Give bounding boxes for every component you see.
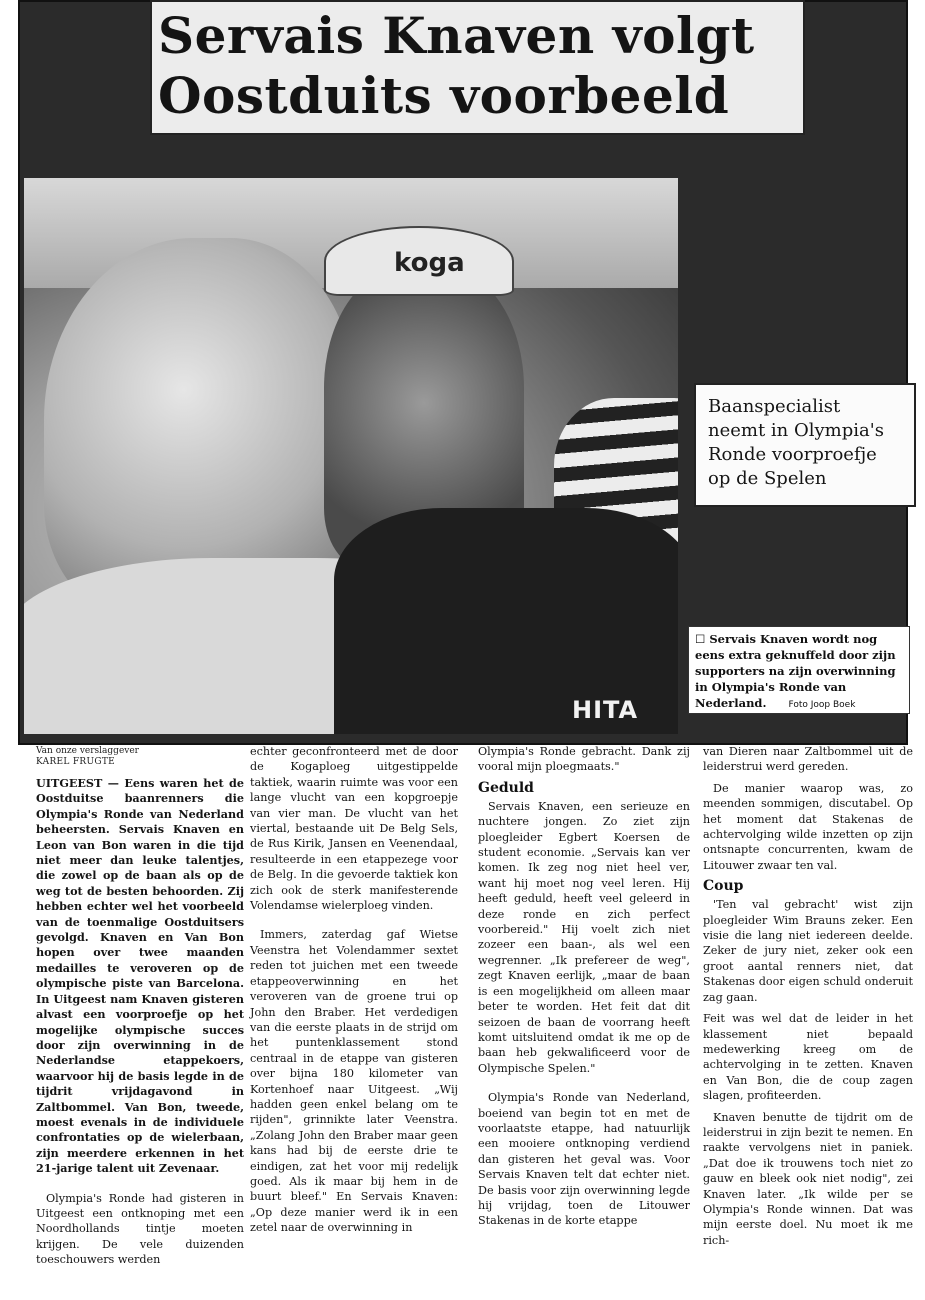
article-paragraph: Immers, zaterdag gaf Wietse Veenstra het Volendammer sextet reden tot juichen met een tweede etappeoverwinning en het veroveren van de groene trui op John den Braber. Het verdedigen van die eerste plaats in de strijd om het puntenklassement stond centraal in de etappe van gisteren over bijna 180 kilometer van Kortenhoef naar Uitgeest. „Wij hadden geen enkel belang om te rijden", grinnikte later Veenstra. „Zolang John den Braber maar geen kans had bij de eerste drie te eindigen, zat het voor mij redelijk goed. Als ik maar bij hem in de buurt bleef." En Servais Knaven: „Op deze manier werd ik in een zetel naar de overwinning in <box>250 928 458 1235</box>
cap-logo-text: koga <box>394 248 465 278</box>
article-paragraph: De manier waarop was, zo meenden sommigen, discutabel. Op het moment dat Stakenas de achtervolging wilde inzetten op zijn ontsnapte concurrenten, kwam de Litouwer zwaar ten val. <box>703 781 913 872</box>
subhead-line-3: Ronde voorproefje <box>708 444 877 465</box>
section-heading-geduld: Geduld <box>478 779 534 796</box>
headline-box <box>150 0 805 135</box>
article-paragraph: Olympia's Ronde van Nederland, boeiend van begin tot en met de voorlaatste etappe, had natuurlijk een mooiere ontknoping verdiend dan gisteren het geval was. Voor Servais Knaven telt dat echter niet. De basis voor zijn overwinning legde hij vrijdag, toen de Litouwer Stakenas in de korte etappe <box>478 1091 690 1228</box>
subhead-box <box>694 383 916 507</box>
subhead <box>708 395 904 491</box>
article-paragraph: 'Ten val gebracht' wist zijn ploegleider Wim Brauns zeker. Een visie die lang niet iedereen deelde. Zeker de jury niet, zeker ook een groot aantal renners niet, dat Stakenas door eigen schuld onderuit zag gaan. <box>703 898 913 1004</box>
section-heading-coup: Coup <box>703 878 744 895</box>
article-column-3 <box>478 744 690 1229</box>
article-paragraph: van Dieren naar Zaltbommel uit de leiderstrui werd gereden. <box>703 745 913 774</box>
byline-author: KAREL FRUGTE <box>36 757 116 767</box>
article-paragraph: Feit was wel dat de leider in het klassement niet bepaald medewerking kreeg om de achtervolging in te zetten. Knaven en Van Bon, die de coup zagen slagen, profiteerden. <box>703 1012 913 1103</box>
article-paragraph: Knaven benutte de tijdrit om de leiderstrui in zijn bezit te nemen. En raakte vervolgens niet in paniek. „Dat doe ik trouwens toch niet zo gauw en bleek ook niet nodig", zei Knaven later. „Ik wilde per se Olympia's Ronde winnen. Dat was mijn eerste doel. Nu moet ik me rich- <box>703 1110 913 1247</box>
article-paragraph: Olympia's Ronde had gisteren in Uitgeest een ontknoping met een Noordhollands tintje moeten krijgen. De vele duizenden toeschouwers werden <box>36 1191 244 1267</box>
article-column-1 <box>36 776 244 1268</box>
caption-marker-icon: ☐ <box>695 632 706 646</box>
subhead-line-2: neemt in Olympia's <box>708 420 884 441</box>
article-paragraph: Servais Knaven, een serieuze en nuchtere jongen. Zo ziet zijn ploegleider Egbert Koersen de student economie. „Servais kan ver komen. Ik zeg nog niet heel ver, want hij moet nog veel leren. Hij heeft geduld, heeft veel geleerd in deze ronde en zich perfect voorbereid." Hij voelt zich niet zozeer een baan-, als wel een wegrenner. „Ik prefereer de weg", zegt Knaven eerlijk, „maar de baan is een mogelijkheid om alleen maar beter te worden. Het feit dat dit seizoen de baan de voorrang heeft komt uitsluitend omdat ik me op de baan heb gekwalificeerd voor de Olympische Spelen." <box>478 799 690 1075</box>
article-column-2 <box>250 744 458 1236</box>
subhead-line-4: op de Spelen <box>708 468 827 489</box>
photo-caption <box>695 631 903 713</box>
headline-line-1: Servais Knaven volgt <box>158 6 755 65</box>
jersey-sponsor-text: HITA <box>572 696 639 724</box>
article-column-4 <box>703 744 913 1248</box>
headline <box>158 6 797 126</box>
article-paragraph: echter geconfronteerd met de door de Kogaploeg uitgestippelde taktiek, waarin ruimte was voor een lange vlucht van een kopgroepje van vier man. De vlucht van het viertal, bestaande uit De Belg Sels, de Rus Kirik, Jansen en Veenendaal, resulteerde in een etappezege voor de Belg. In die gevoerde taktiek kon zich ook de sterk manifesterende Volendamse wielerploeg vinden. <box>250 745 458 913</box>
byline <box>36 746 246 768</box>
article-paragraph: Olympia's Ronde gebracht. Dank zij vooral mijn ploegmaats." <box>478 745 690 774</box>
subhead-line-1: Baanspecialist <box>708 396 841 417</box>
byline-role: Van onze verslaggever <box>36 746 139 756</box>
photo-credit: Foto Joop Boek <box>788 700 856 710</box>
news-photo <box>24 178 678 734</box>
article-lead: UITGEEST — Eens waren het de Oostduitse baanrenners die Olympia's Ronde van Nederland beheersten. Servais Knaven en Leon van Bon waren in die tijd niet meer dan leuke talentjes, die zowel op de baan als op de weg tot de besten behoorden. Zij hebben echter wel het voorbeeld van de toenmalige Oostduitsers gevolgd. Knaven en Van Bon hopen over twee maanden medailles te veroveren op de olympische piste van Barcelona. In Uitgeest nam Knaven gisteren alvast een voorproefje op het mogelijke olympische succes door zijn overwinning in de Nederlandse etappekoers, waarvoor hij de basis legde in de tijdrit vrijdagavond in Zaltbommel. Van Bon, tweede, moest evenals in de individuele confrontaties op de wielerbaan, zijn meerdere erkennen in het 21-jarige talent uit Zevenaar. <box>36 776 244 1176</box>
headline-line-2: Oostduits voorbeeld <box>158 66 730 125</box>
caption-text: Servais Knaven wordt nog eens extra geknuffeld door zijn supporters na zijn overwinning in Olympia's Ronde van Nederland. <box>695 632 896 710</box>
photo-caption-box <box>688 626 910 714</box>
